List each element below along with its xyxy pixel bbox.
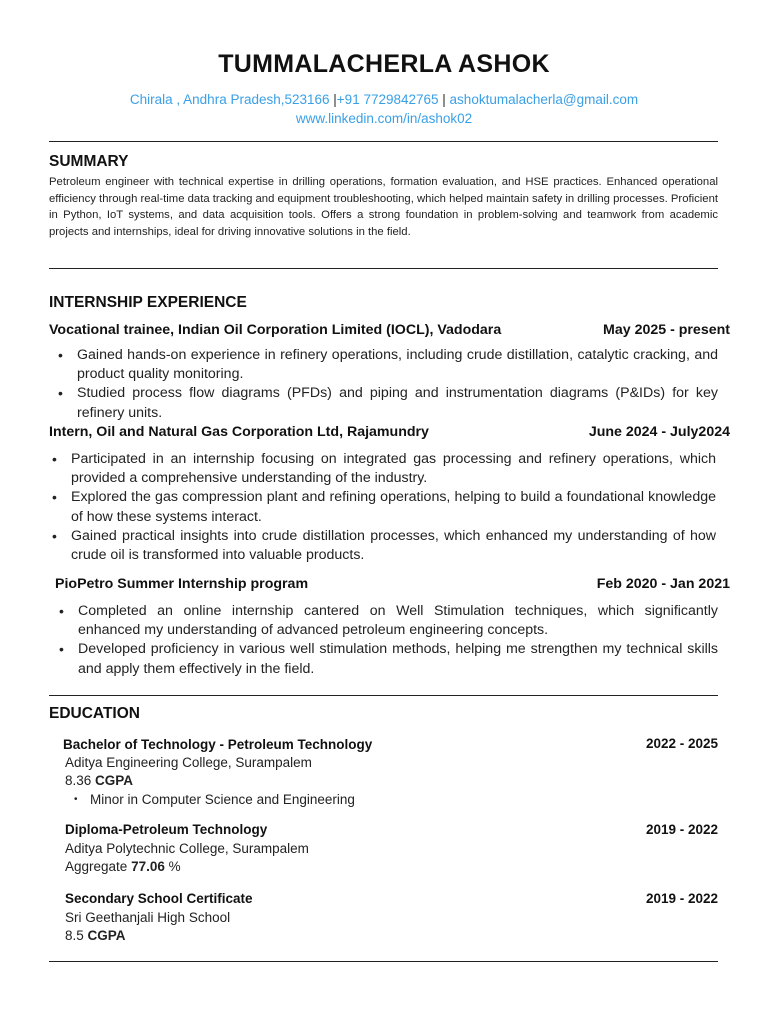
degree-date: 2019 - 2022 bbox=[645, 822, 718, 837]
score-label: CGPA bbox=[95, 773, 134, 788]
job-date: June 2024 - July2024 bbox=[588, 424, 730, 440]
score-prefix: Aggregate bbox=[65, 859, 132, 874]
score-label: CGPA bbox=[87, 928, 126, 943]
divider bbox=[49, 141, 718, 142]
school-name: Sri Geethanjali High School bbox=[65, 910, 231, 925]
job-bullets bbox=[77, 346, 718, 423]
job-title: Intern, Oil and Natural Gas Corporation Ltd, Rajamundry bbox=[49, 424, 429, 440]
job-title: Vocational trainee, Indian Oil Corporation Limited (IOCL), Vadodara bbox=[49, 322, 502, 338]
score-suffix: % bbox=[164, 859, 181, 874]
phone[interactable]: +91 7729842765 bbox=[336, 92, 443, 107]
contact-line bbox=[0, 92, 768, 107]
degree-title: Secondary School Certificate bbox=[65, 891, 253, 906]
list-item: • Gained hands-on experience in refinery operations, including crude distillation, catalytic cracking, and product quality monitoring. bbox=[77, 346, 718, 384]
divider bbox=[49, 268, 718, 269]
linkedin-link[interactable]: www.linkedin.com/in/ashok02 bbox=[295, 111, 473, 126]
email-link[interactable]: ashoktumalacherla@gmail.com bbox=[445, 92, 639, 107]
internship-heading: INTERNSHIP EXPERIENCE bbox=[49, 294, 247, 311]
job-date: May 2025 - present bbox=[603, 322, 730, 338]
degree-title: Diploma-Petroleum Technology bbox=[65, 822, 268, 837]
degree-title: Bachelor of Technology - Petroleum Technology bbox=[63, 737, 373, 752]
summary-text: Petroleum engineer with technical expertise in drilling operations, formation evaluation, and HSE practices. Enhanced operational efficiency through real-time data tracking and equipment troubleshooting, which helped maintain safety in drilling processes. Proficient in Python, IoT systems, and data acquisition tools. Offers a strong foundation in problem-solving and teamwork from academic projects and internships, ideal for driving innovative solutions in the field. bbox=[49, 176, 718, 238]
score-value: 8.5 bbox=[65, 928, 88, 943]
score-value: 8.36 bbox=[65, 773, 96, 788]
degree-date: 2019 - 2022 bbox=[645, 891, 718, 906]
score bbox=[65, 773, 133, 788]
list-item: • Participated in an internship focusing on integrated gas processing and refinery operations, which provided a comprehensive understanding of the industry. bbox=[71, 450, 716, 488]
list-item: • Gained practical insights into crude distillation processes, which enhanced my understanding of how crude oil is transformed into valuable products. bbox=[71, 527, 716, 565]
education-heading: EDUCATION bbox=[49, 705, 140, 722]
score bbox=[65, 928, 126, 943]
job-bullets bbox=[71, 450, 716, 565]
school-name: Aditya Polytechnic College, Surampalem bbox=[65, 841, 309, 856]
summary-heading: SUMMARY bbox=[49, 153, 129, 170]
job-bullets bbox=[78, 602, 718, 679]
list-item: • Explored the gas compression plant and refining operations, helping to build a foundational knowledge of how these systems interact. bbox=[71, 488, 716, 526]
score bbox=[65, 859, 181, 874]
separator: | bbox=[333, 92, 337, 107]
list-item: • Completed an online internship cantered on Well Stimulation techniques, which significantly enhanced my understanding of advanced petroleum engineering concepts. bbox=[78, 602, 718, 640]
job-date: Feb 2020 - Jan 2021 bbox=[596, 576, 730, 592]
degree-date: 2022 - 2025 bbox=[645, 736, 718, 751]
candidate-name: TUMMALACHERLA ASHOK bbox=[218, 50, 550, 78]
divider bbox=[49, 695, 718, 696]
school-name: Aditya Engineering College, Surampalem bbox=[65, 755, 312, 770]
score-value: 77.06 bbox=[131, 859, 165, 874]
separator: | bbox=[442, 92, 446, 107]
list-item: • Developed proficiency in various well stimulation methods, helping me strengthen my technical skills and apply them effectively in the field. bbox=[78, 640, 718, 678]
list-item: • Studied process flow diagrams (PFDs) and piping and instrumentation diagrams (P&IDs) for key refinery units. bbox=[77, 384, 718, 422]
job-title: PioPetro Summer Internship program bbox=[55, 576, 309, 592]
minor-text: Minor in Computer Science and Engineering bbox=[90, 792, 355, 807]
divider bbox=[49, 961, 718, 962]
bullet: • bbox=[74, 794, 78, 805]
location: Chirala , Andhra Pradesh,523166 bbox=[129, 92, 334, 107]
minor-item bbox=[74, 792, 355, 807]
